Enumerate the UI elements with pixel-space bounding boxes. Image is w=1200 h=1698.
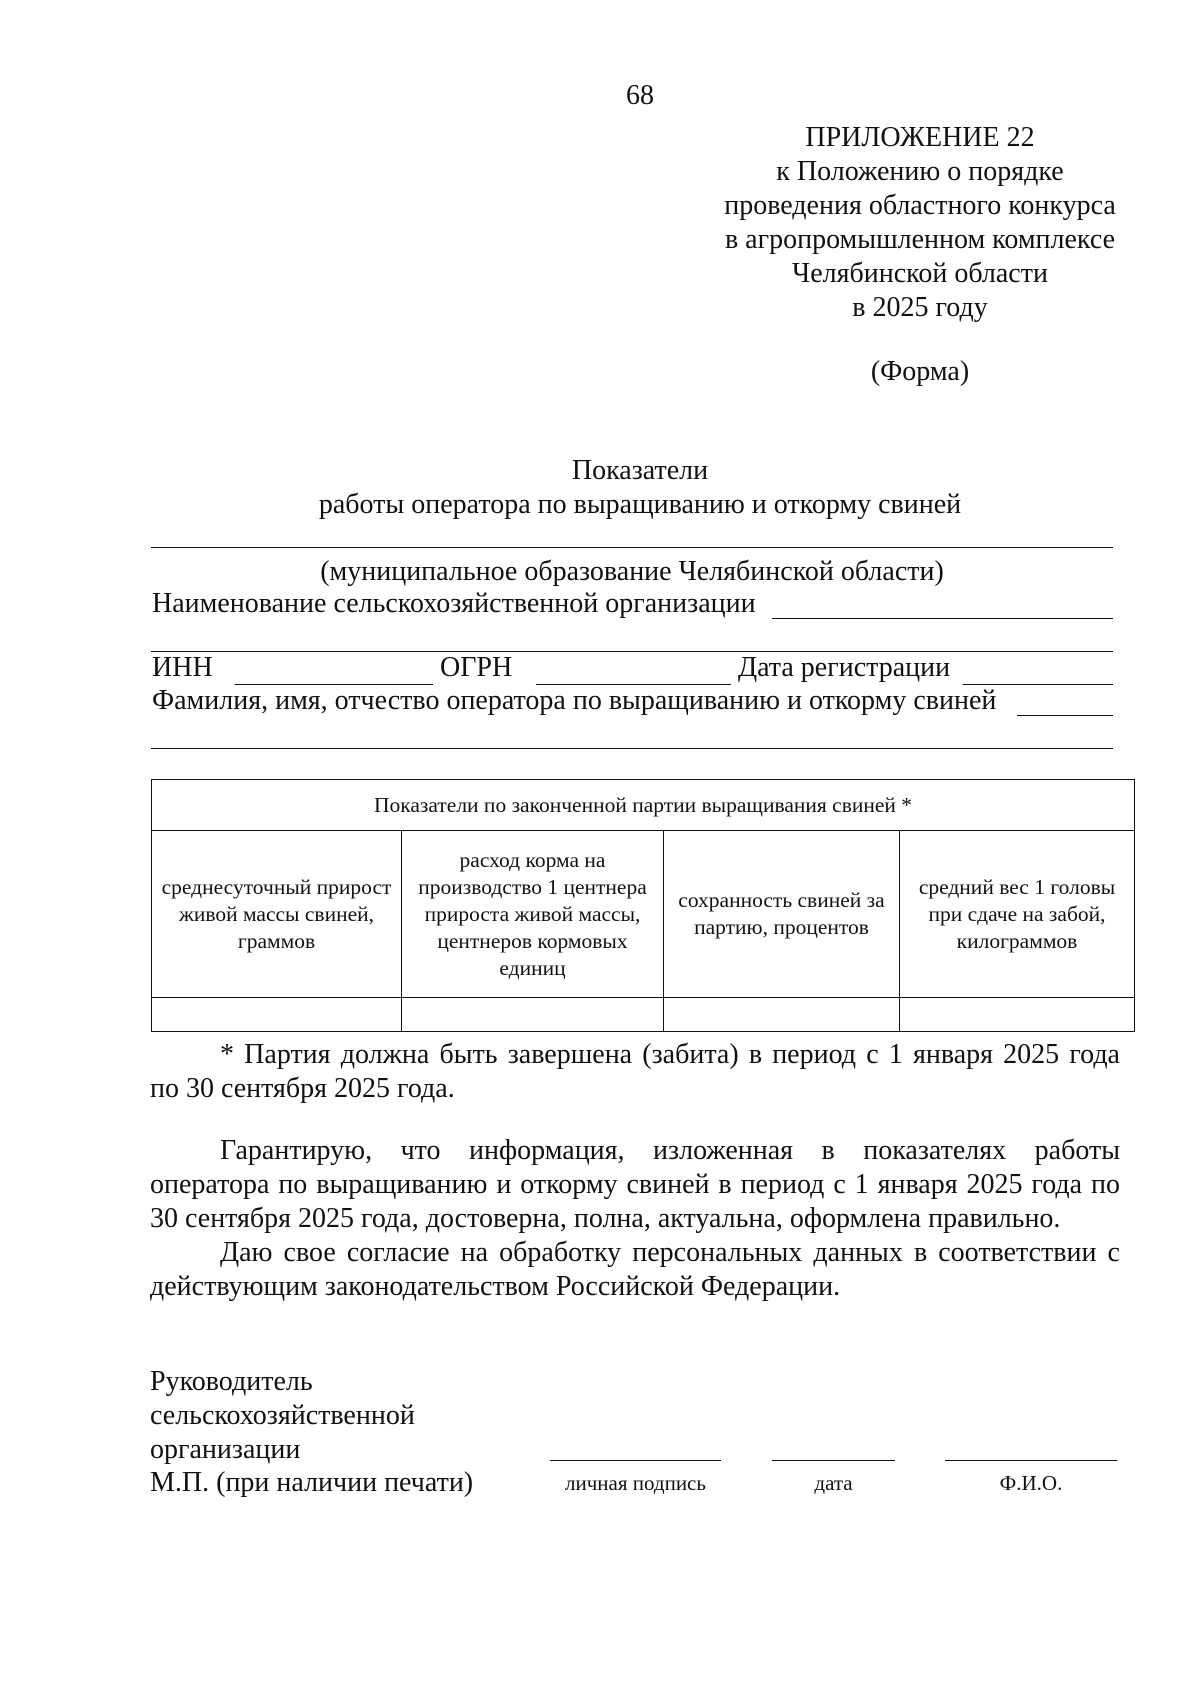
registration-date-label: Дата регистрации — [738, 652, 951, 683]
appendix-title: ПРИЛОЖЕНИЕ 22 — [805, 122, 1035, 153]
guarantee-line: 30 сентября 2025 года, достоверна, полна, актуальна, оформлена правильно. — [150, 1203, 1061, 1234]
organization-input-line[interactable] — [772, 618, 1113, 619]
document-subtitle: работы оператора по выращиванию и откорму свиней — [318, 489, 962, 520]
appendix-line: к Положению о порядке — [776, 156, 1064, 187]
appendix-line: в агропромышленном комплексе — [724, 224, 1116, 255]
date-input-line[interactable] — [772, 1460, 895, 1461]
table-header: Показатели по законченной партии выращивания свиней * — [152, 780, 1135, 831]
operator-name-label: Фамилия, имя, отчество оператора по выращиванию и откорму свиней — [152, 685, 997, 716]
signature-head-line: организации — [150, 1434, 301, 1465]
fio-label: Ф.И.О. — [999, 1471, 1063, 1495]
date-label: дата — [814, 1471, 853, 1495]
table-cell-daily-gain[interactable] — [152, 998, 402, 1032]
signature-input-line[interactable] — [550, 1460, 721, 1461]
consent-line: действующим законодательством Российской Федерации. — [150, 1271, 841, 1302]
stamp-label: М.П. (при наличии печати) — [150, 1467, 474, 1498]
municipality-line — [151, 547, 1113, 548]
appendix-line: в 2025 году — [852, 292, 988, 323]
column-header-survival-rate: сохранность свиней за партию, процентов — [664, 831, 900, 998]
page-number: 68 — [626, 80, 654, 111]
signature-label: личная подпись — [565, 1471, 706, 1495]
organization-label: Наименование сельскохозяйственной организации — [152, 588, 756, 619]
municipality-caption: (муниципальное образование Челябинской области) — [320, 556, 944, 587]
signature-head-line: Руководитель — [150, 1366, 313, 1397]
fio-input-line[interactable] — [945, 1460, 1117, 1461]
appendix-line: проведения областного конкурса — [724, 190, 1116, 221]
column-header-feed-consumption: расход корма на производство 1 центнера прироста живой массы, центнеров кормовых единиц — [402, 831, 664, 998]
indicators-table — [151, 779, 1135, 1032]
table-cell-survival-rate[interactable] — [664, 998, 900, 1032]
table-cell-average-weight[interactable] — [900, 998, 1135, 1032]
column-header-average-weight: средний вес 1 головы при сдаче на забой, килограммов — [900, 831, 1135, 998]
guarantee-line: Гарантирую, что информация, изложенная в показателях работы — [220, 1135, 1120, 1166]
consent-line: Даю свое согласие на обработку персональных данных в соответствии с — [220, 1237, 1120, 1268]
operator-name-input-line-2[interactable] — [151, 748, 1113, 749]
form-label: (Форма) — [870, 356, 970, 387]
footnote-line: * Партия должна быть завершена (забита) в период с 1 января 2025 года — [220, 1039, 1120, 1070]
inn-label: ИНН — [152, 652, 213, 683]
appendix-line: Челябинской области — [792, 258, 1048, 289]
guarantee-line: оператора по выращиванию и откорму свиней в период с 1 января 2025 года по — [150, 1169, 1120, 1200]
operator-name-input-line[interactable] — [1017, 715, 1113, 716]
signature-head-line: сельскохозяйственной — [150, 1400, 415, 1431]
footnote-line: по 30 сентября 2025 года. — [150, 1073, 455, 1104]
organization-input-line-2[interactable] — [151, 651, 1113, 652]
ogrn-label: ОГРН — [440, 652, 513, 683]
table-cell-feed-consumption[interactable] — [402, 998, 664, 1032]
column-header-daily-gain: среднесуточный прирост живой массы свиней, граммов — [152, 831, 402, 998]
document-title: Показатели — [571, 455, 709, 486]
